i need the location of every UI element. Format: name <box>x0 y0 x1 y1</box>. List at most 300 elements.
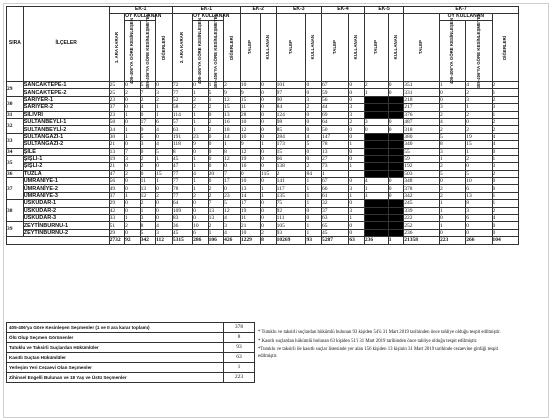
redacted-cell <box>364 155 388 162</box>
value-cell: 487 <box>404 118 440 125</box>
value-cell: 73 <box>321 163 348 170</box>
value-cell: 12 <box>140 192 156 199</box>
redacted-cell <box>364 170 388 177</box>
value-cell: 61 <box>321 192 348 199</box>
redacted-cell <box>364 133 388 140</box>
value-cell: 13 <box>321 148 348 155</box>
value-cell: 1 <box>466 104 492 111</box>
value-cell: 15 <box>240 96 260 103</box>
redacted-cell <box>388 207 404 214</box>
table-row <box>7 185 519 192</box>
table-row <box>7 163 519 170</box>
value-cell: 2 <box>208 126 224 133</box>
value-cell: 0 <box>349 155 365 162</box>
ek3-header: EK-3 <box>276 7 321 14</box>
value-cell: 135 <box>276 192 306 199</box>
value-cell: 3 <box>364 118 388 125</box>
value-cell: 52 <box>172 96 192 103</box>
value-cell: 15 <box>466 141 492 148</box>
value-cell <box>349 170 365 177</box>
col-header: KULLANAN <box>388 14 404 82</box>
value-cell: 37 <box>109 104 125 111</box>
col-header: 405-406'YA GÖRE KESİNLEŞMEYEN <box>466 21 492 82</box>
value-cell: 118 <box>172 141 192 148</box>
value-cell: 27 <box>321 155 348 162</box>
value-cell: 0 <box>349 148 365 155</box>
value-cell: 0 <box>261 96 277 103</box>
col-header: 405-406'YA GÖRE KESİNLEŞEN <box>125 21 141 82</box>
value-cell: 0 <box>440 96 466 103</box>
value-cell: 3 <box>466 207 492 214</box>
ek1a-header: EK-1 <box>109 7 172 14</box>
redacted-cell <box>364 207 388 214</box>
col-header: TALEP <box>364 14 388 82</box>
col-header: 1. ARA KARAR <box>109 14 125 82</box>
value-cell: 3 <box>349 207 365 214</box>
value-cell: 2 <box>140 155 156 162</box>
value-cell: 13 <box>109 148 125 155</box>
value-cell: 1 <box>208 82 224 89</box>
col-header: 405-406'YA GÖRE KESİNLEŞEN <box>193 21 209 82</box>
value-cell: 18 <box>224 126 241 133</box>
value-cell: 2 <box>466 126 492 133</box>
summary-value: 378 <box>224 323 255 333</box>
value-cell: 1 <box>193 118 209 125</box>
col-header: KULLANAN <box>349 14 365 82</box>
value-cell: 2 <box>208 222 224 229</box>
redacted-cell <box>388 141 404 148</box>
value-cell: 114 <box>172 111 192 118</box>
value-cell: 111 <box>276 215 306 222</box>
summary-row <box>7 333 255 343</box>
redacted-cell <box>364 148 388 155</box>
value-cell: 55 <box>404 148 440 155</box>
district-name: ÜMRANİYE-1 <box>23 178 109 185</box>
value-cell: 351 <box>404 82 440 89</box>
value-cell: 2 <box>125 89 141 96</box>
value-cell: 14 <box>224 133 241 140</box>
value-cell: 1 <box>492 89 518 96</box>
col-header: 2. ARA KARAR <box>172 14 192 82</box>
table-row <box>7 192 519 199</box>
value-cell: 222 <box>404 215 440 222</box>
value-cell: 47 <box>172 163 192 170</box>
value-cell: 1 <box>261 185 277 192</box>
value-cell: 21 <box>240 222 260 229</box>
value-cell: 5 <box>466 170 492 177</box>
value-cell: 1 <box>156 111 173 118</box>
value-cell: 117 <box>276 185 306 192</box>
value-cell: 3 <box>140 215 156 222</box>
redacted-cell <box>364 141 388 148</box>
table-body <box>7 82 519 245</box>
value-cell: 1 <box>321 170 348 177</box>
value-cell: 16 <box>240 163 260 170</box>
value-cell: 0 <box>440 89 466 96</box>
value-cell: 1 <box>440 207 466 214</box>
value-cell: 13 <box>140 185 156 192</box>
value-cell: 93 <box>276 229 306 236</box>
value-cell: 1 <box>193 178 209 185</box>
value-cell: 0 <box>261 89 277 96</box>
value-cell: 33 <box>109 215 125 222</box>
value-cell: 0 <box>261 126 277 133</box>
value-cell: 0 <box>125 141 141 148</box>
value-cell: 1 <box>208 229 224 236</box>
value-cell: 342 <box>404 192 440 199</box>
value-cell: 59 <box>404 155 440 162</box>
value-cell: 1 <box>306 185 322 192</box>
value-cell: 4 <box>466 82 492 89</box>
summary-label: 405-406'ya Göre Kesinleşen Seçmenler (1 ve II ara karar toplamı) <box>7 323 224 333</box>
footnotes <box>258 330 518 362</box>
value-cell: 1 <box>492 111 518 118</box>
value-cell: 19 <box>240 155 260 162</box>
col-header: 405-406'YA GÖRE KESİNLEŞMEYEN <box>140 21 156 82</box>
row-sira: 35 <box>7 155 24 170</box>
district-name: SANCAKTEPE-1 <box>23 82 109 89</box>
value-cell: 37 <box>109 192 125 199</box>
value-cell: 1 <box>156 178 173 185</box>
value-cell: 25 <box>109 82 125 89</box>
value-cell: 5 <box>440 170 466 177</box>
value-cell: 97 <box>276 89 306 96</box>
redacted-cell <box>364 215 388 222</box>
value-cell: 0 <box>466 118 492 125</box>
value-cell: 6 <box>193 229 209 236</box>
value-cell: 56 <box>321 96 348 103</box>
value-cell: 0 <box>156 185 173 192</box>
value-cell: 0 <box>125 178 141 185</box>
redacted-cell <box>364 222 388 229</box>
value-cell: 83 <box>172 215 192 222</box>
value-cell: 1 <box>125 215 141 222</box>
redacted-cell <box>388 200 404 207</box>
redacted-cell <box>388 104 404 111</box>
value-cell: 0 <box>466 222 492 229</box>
value-cell: 28 <box>240 111 260 118</box>
value-cell: 1 <box>193 185 209 192</box>
value-cell: 1 <box>156 104 173 111</box>
value-cell: 0 <box>156 133 173 140</box>
value-cell: 1 <box>364 89 388 96</box>
value-cell: 16 <box>224 118 241 125</box>
value-cell: 4 <box>364 178 388 185</box>
summary-value: 93 <box>224 343 255 353</box>
total-cell: 92 <box>125 237 141 244</box>
value-cell: 10 <box>240 133 260 140</box>
row-sira: 33 <box>7 133 24 148</box>
value-cell: 339 <box>404 207 440 214</box>
row-sira: 36 <box>7 170 24 177</box>
district-name: SULTANBEYLİ-1 <box>23 118 109 125</box>
value-cell: 1 <box>208 96 224 103</box>
value-cell: 0 <box>492 148 518 155</box>
value-cell: 63 <box>321 215 348 222</box>
value-cell: 0 <box>140 111 156 118</box>
value-cell: 66 <box>321 185 348 192</box>
summary-row <box>7 373 255 383</box>
value-cell: 12 <box>224 207 241 214</box>
value-cell: 75 <box>276 200 306 207</box>
summary-label: Zihinsel Engelli Bulunan ve 18 Yaş ve Üstü Seçmenler <box>7 373 224 383</box>
value-cell: 218 <box>404 96 440 103</box>
value-cell: 45 <box>321 229 348 236</box>
value-cell: 0 <box>388 82 404 89</box>
value-cell: 3 <box>125 155 141 162</box>
value-cell: 252 <box>404 222 440 229</box>
value-cell: 0 <box>140 148 156 155</box>
redacted-cell <box>388 163 404 170</box>
col-header: KULLANAN <box>306 14 322 82</box>
value-cell: 3 <box>466 96 492 103</box>
value-cell: 5 <box>306 141 322 148</box>
col-header: TALEP <box>240 14 260 82</box>
ek2-header: EK-2 <box>240 7 276 14</box>
value-cell: 1 <box>261 192 277 199</box>
value-cell: 3 <box>156 229 173 236</box>
value-cell: 2 <box>261 229 277 236</box>
value-cell: 217 <box>404 104 440 111</box>
value-cell: 0 <box>208 141 224 148</box>
value-cell: 0 <box>306 111 322 118</box>
total-cell: 5315 <box>172 237 192 244</box>
value-cell: 12 <box>240 148 260 155</box>
value-cell: 3 <box>349 104 365 111</box>
value-cell: 1 <box>193 163 209 170</box>
value-cell: 0 <box>261 207 277 214</box>
value-cell: 340 <box>404 141 440 148</box>
summary-row <box>7 363 255 373</box>
value-cell: 0 <box>208 163 224 170</box>
value-cell: 1 <box>306 178 322 185</box>
value-cell: 1 <box>193 89 209 96</box>
value-cell: 67 <box>321 82 348 89</box>
value-cell: 3 <box>140 141 156 148</box>
district-name: SİLİVRİ <box>23 111 109 118</box>
value-cell: 5 <box>440 133 466 140</box>
value-cell: 0 <box>125 163 141 170</box>
value-cell: 0 <box>349 133 365 140</box>
value-cell: 0 <box>208 111 224 118</box>
value-cell: 0 <box>125 229 141 236</box>
value-cell: 57 <box>172 118 192 125</box>
district-name: SARIYER-2 <box>23 104 109 111</box>
table-row <box>7 229 519 236</box>
value-cell: 348 <box>404 178 440 185</box>
value-cell: 0 <box>140 170 156 177</box>
value-cell: 4 <box>156 141 173 148</box>
value-cell: 0 <box>156 163 173 170</box>
total-cell: 106 <box>208 237 224 244</box>
value-cell: 2 <box>156 96 173 103</box>
value-cell: 1 <box>125 126 141 133</box>
total-cell: 1 <box>388 237 404 244</box>
value-cell: 56 <box>109 178 125 185</box>
value-cell: 2 <box>208 118 224 125</box>
value-cell: 98 <box>276 118 306 125</box>
value-cell: 1 <box>440 222 466 229</box>
value-cell: 34 <box>109 126 125 133</box>
col-header: 405-406'YA GÖRE KESİNLEŞEN <box>440 21 466 82</box>
table-row <box>7 215 519 222</box>
value-cell: 21 <box>109 141 125 148</box>
value-cell: 0 <box>156 207 173 214</box>
value-cell: 3 <box>492 163 518 170</box>
summary-row <box>7 353 255 363</box>
value-cell: 15 <box>156 170 173 177</box>
value-cell: 15 <box>276 148 306 155</box>
value-cell: 1 <box>349 192 365 199</box>
ek5-header: EK-5 <box>364 7 403 14</box>
value-cell: 378 <box>404 185 440 192</box>
value-cell: 42 <box>109 207 125 214</box>
redacted-cell <box>364 96 388 103</box>
value-cell: 9 <box>193 141 209 148</box>
value-cell: 1 <box>140 207 156 214</box>
totals-spacer <box>7 237 110 244</box>
value-cell: 2 <box>140 163 156 170</box>
district-name: ZEYTİNBURNU-2 <box>23 229 109 236</box>
total-cell: 21358 <box>404 237 440 244</box>
value-cell: 0 <box>349 229 365 236</box>
value-cell: 65 <box>321 222 348 229</box>
value-cell: 4 <box>306 133 322 140</box>
value-cell: 78 <box>172 185 192 192</box>
table-row <box>7 170 519 177</box>
value-cell: 236 <box>404 229 440 236</box>
summary-value: 8 <box>224 333 255 343</box>
value-cell: 0 <box>261 118 277 125</box>
summary-value: 223 <box>224 373 255 383</box>
value-cell: 1 <box>440 82 466 89</box>
redacted-cell <box>388 96 404 103</box>
district-name: ŞİLE <box>23 148 109 155</box>
value-cell: 0 <box>156 82 173 89</box>
table-row <box>7 96 519 103</box>
value-cell: 2 <box>276 170 306 177</box>
value-cell: 67 <box>321 178 348 185</box>
value-cell: 11 <box>140 178 156 185</box>
value-cell: 85 <box>276 126 306 133</box>
value-cell: 1 <box>306 229 322 236</box>
value-cell: 72 <box>172 82 192 89</box>
row-sira: 30 <box>7 96 24 111</box>
value-cell: 0 <box>156 200 173 207</box>
value-cell: 0 <box>193 148 209 155</box>
value-cell: 0 <box>492 229 518 236</box>
district-name: TUZLA <box>23 170 109 177</box>
value-cell: 0 <box>193 82 209 89</box>
value-cell: 23 <box>193 133 209 140</box>
value-cell: 331 <box>404 89 440 96</box>
value-cell: 2 <box>364 82 388 89</box>
value-cell: 13 <box>208 215 224 222</box>
value-cell: 6 <box>156 118 173 125</box>
value-cell: 0 <box>193 215 209 222</box>
value-cell: 0 <box>125 185 141 192</box>
redacted-cell <box>388 155 404 162</box>
value-cell: 0 <box>240 170 260 177</box>
value-cell: 1 <box>193 111 209 118</box>
value-cell: 0 <box>193 200 209 207</box>
summary-value: 1 <box>224 363 255 373</box>
value-cell: 23 <box>224 192 241 199</box>
value-cell: 69 <box>321 111 348 118</box>
district-name: SULTANGAZİ-1 <box>23 133 109 140</box>
value-cell: 147 <box>321 133 348 140</box>
value-cell: 17 <box>240 200 260 207</box>
col-header: TALEP <box>276 14 306 82</box>
value-cell: 0 <box>388 185 404 192</box>
value-cell: 2 <box>440 163 466 170</box>
district-name: ÜMRANİYE-2 <box>23 185 109 192</box>
redacted-cell <box>388 229 404 236</box>
value-cell: 0 <box>224 163 241 170</box>
value-cell: 380 <box>404 133 440 140</box>
value-cell: 0 <box>388 89 404 96</box>
value-cell: 0 <box>349 126 365 133</box>
table-row <box>7 178 519 185</box>
value-cell: 0 <box>364 126 388 133</box>
value-cell: 29 <box>109 229 125 236</box>
value-cell: 84 <box>306 170 322 177</box>
value-cell: 17 <box>140 118 156 125</box>
row-sira: 38 <box>7 200 24 222</box>
value-cell: 8 <box>466 200 492 207</box>
value-cell: 14 <box>240 192 260 199</box>
value-cell: 21 <box>109 163 125 170</box>
value-cell: 0 <box>306 89 322 96</box>
value-cell: 0 <box>193 207 209 214</box>
value-cell: 3 <box>156 89 173 96</box>
summary-label: Kasıtlı Suçtan Hükümlüler <box>7 353 224 363</box>
value-cell: 2 <box>208 192 224 199</box>
value-cell: 12 <box>224 155 241 162</box>
value-cell: 2 <box>349 118 365 125</box>
table-row <box>7 133 519 140</box>
value-cell: 1 <box>156 155 173 162</box>
total-cell: 104 <box>492 237 518 244</box>
value-cell: 5 <box>140 229 156 236</box>
value-cell: 1 <box>466 148 492 155</box>
redacted-cell <box>388 222 404 229</box>
redacted-cell <box>364 229 388 236</box>
value-cell: 124 <box>276 111 306 118</box>
district-name: ÜSKÜDAR-2 <box>23 207 109 214</box>
col-header: DİĞERLERİ <box>156 14 173 82</box>
value-cell: 0 <box>261 133 277 140</box>
value-cell: 25 <box>109 89 125 96</box>
value-cell: 0 <box>261 155 277 162</box>
value-cell: 23 <box>109 96 125 103</box>
value-cell: 10 <box>240 82 260 89</box>
value-cell: 4 <box>440 118 466 125</box>
value-cell: 2 <box>193 192 209 199</box>
district-name: ŞİŞLİ-2 <box>23 163 109 170</box>
value-cell: 7 <box>140 89 156 96</box>
value-cell: 1 <box>306 200 322 207</box>
value-cell: 0 <box>306 155 322 162</box>
value-cell: 4 <box>224 215 241 222</box>
value-cell: 2 <box>156 192 173 199</box>
value-cell: 7 <box>224 170 241 177</box>
value-cell: 2 <box>492 118 518 125</box>
value-cell: 77 <box>172 192 192 199</box>
value-cell: 1 <box>125 111 141 118</box>
total-cell: 426 <box>224 237 241 244</box>
redacted-cell <box>364 200 388 207</box>
